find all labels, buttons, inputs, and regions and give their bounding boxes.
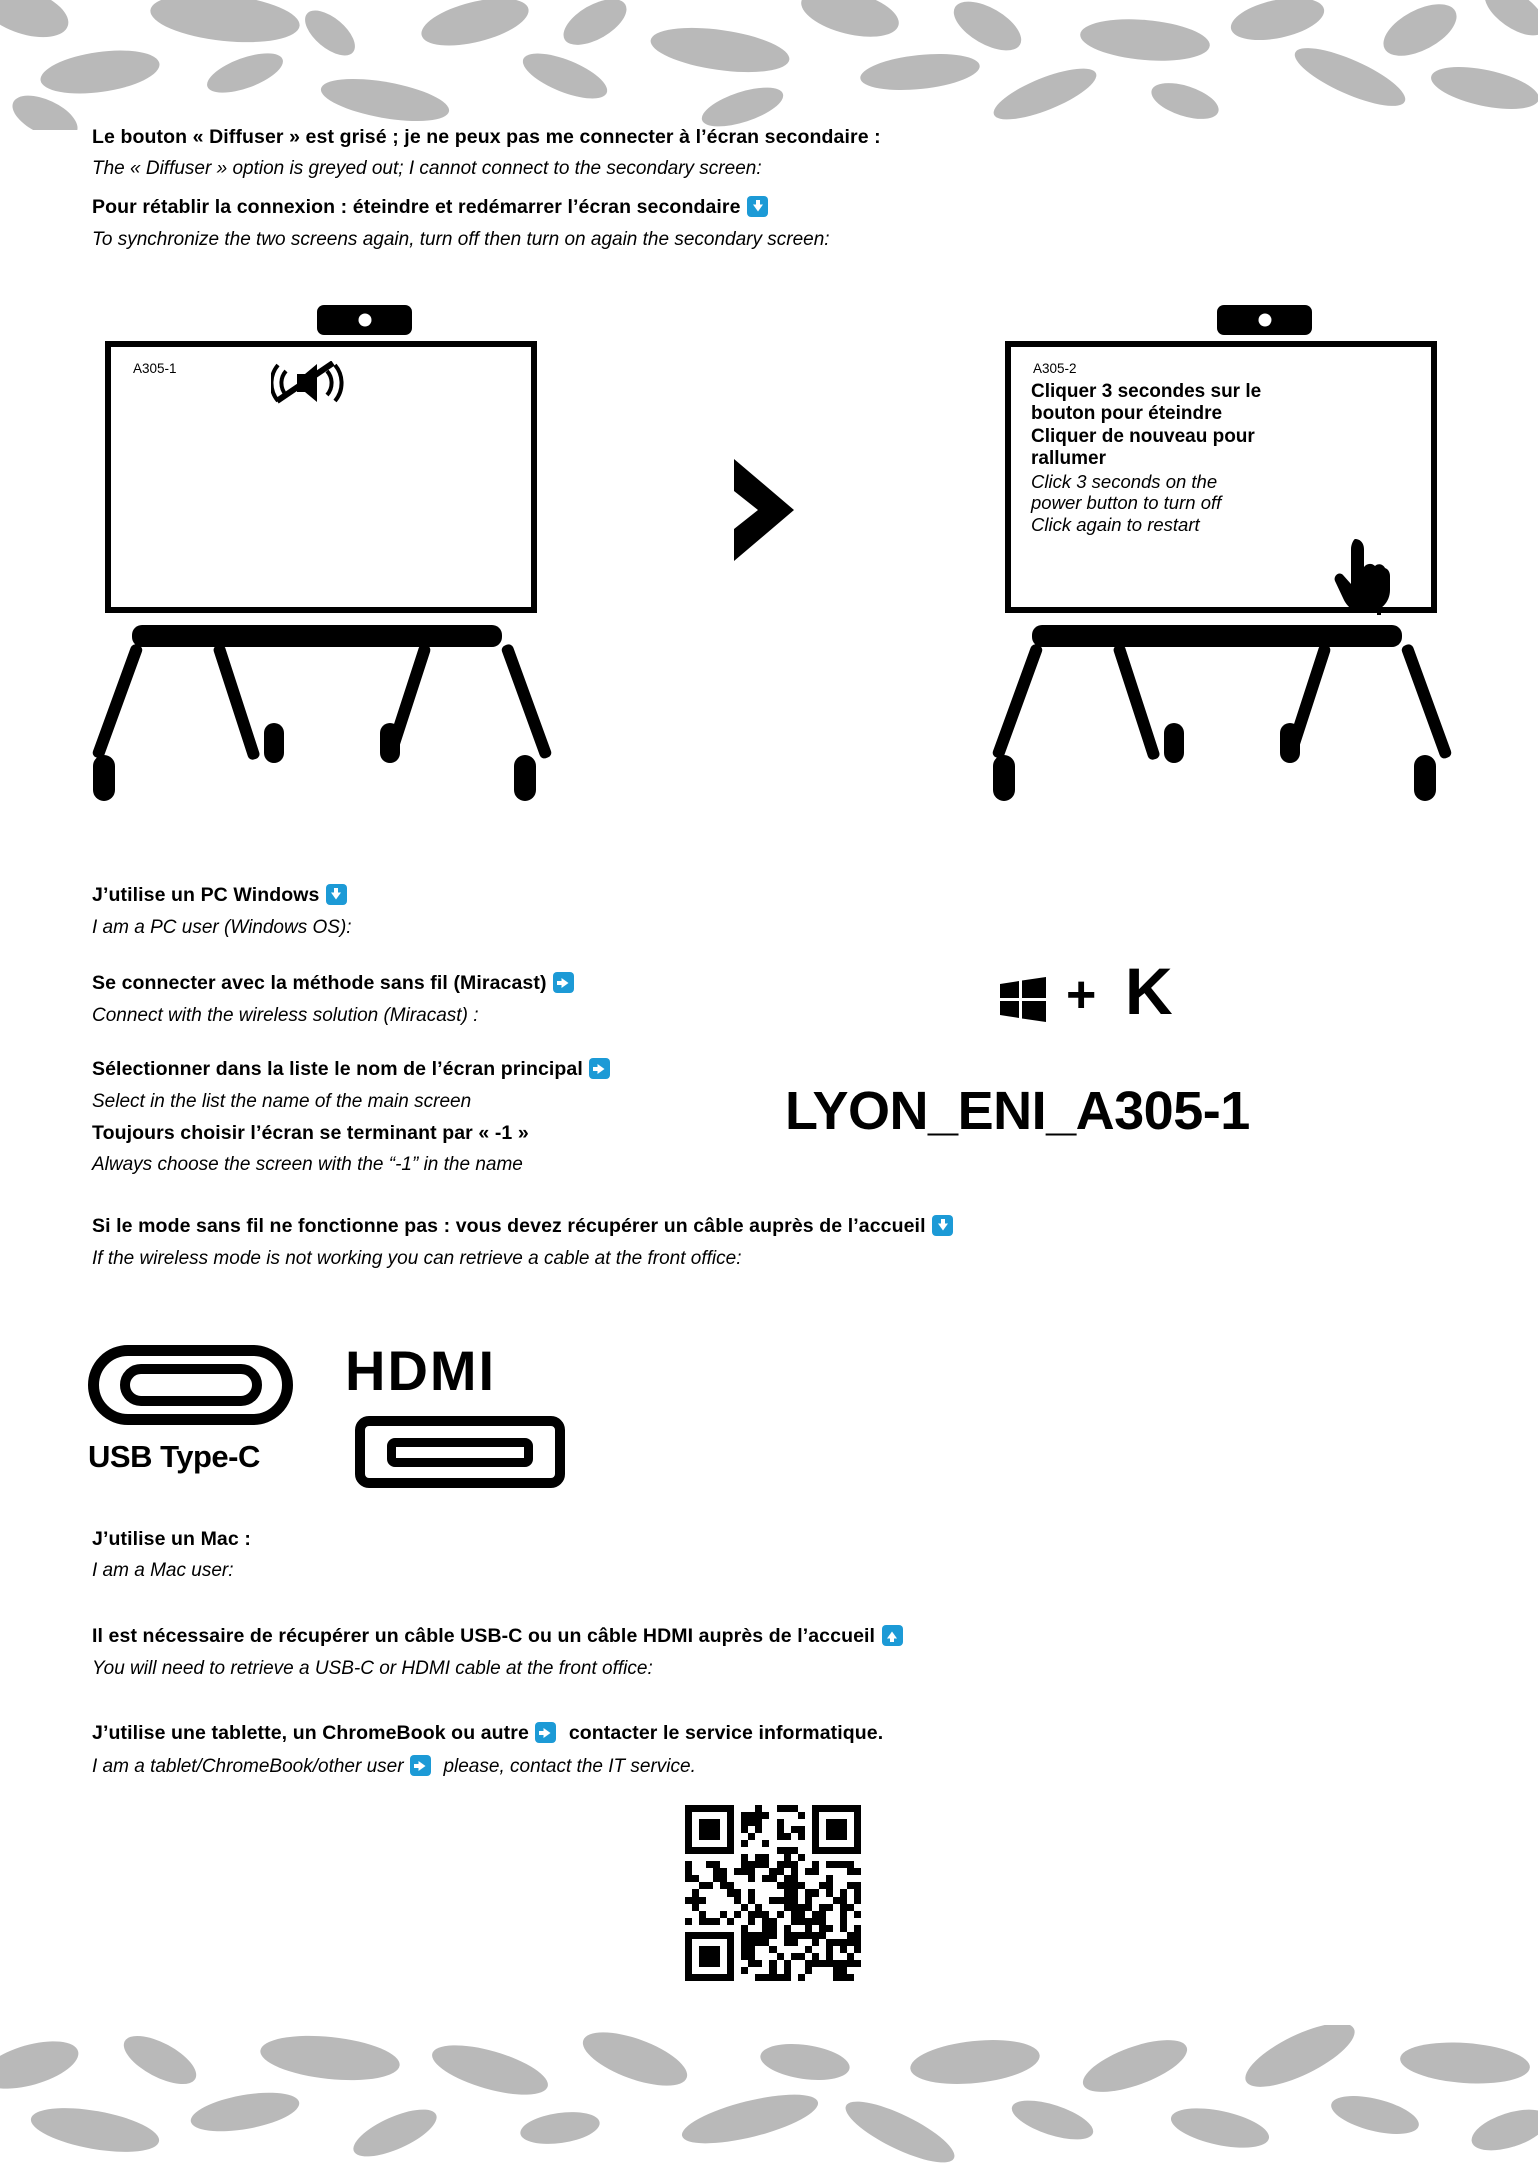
troubleshoot-fr-line-2-row [92,196,770,219]
mac-cable-en: You will need to retrieve a USB-C or HDMI cable at the front office: [92,1658,653,1679]
other-devices-fr-row [92,1722,883,1745]
primary-leg-1 [91,643,143,760]
cable-en: If the wireless mode is not working you can retrieve a cable at the front office: [92,1248,742,1269]
select-screen-fr: Sélectionner dans la liste le nom de l’écran principal [92,1058,583,1080]
mac-user-fr: J’utilise un Mac : [92,1528,251,1550]
primary-foot-4 [514,755,536,801]
secondary-leg-2 [1112,643,1160,761]
miracast-fr-row [92,972,576,995]
screen-illustration-secondary [990,305,1460,850]
primary-screen-panel [105,341,537,613]
miracast-en: Connect with the wireless solution (Miracast) : [92,1005,479,1026]
miracast-fr: Se connecter avec la méthode sans fil (Miracast) [92,972,547,994]
secondary-foot-2 [1164,723,1184,763]
always-choose-fr: Toujours choisir l’écran se terminant par « -1 » [92,1122,529,1144]
secondary-leg-1 [991,643,1043,760]
primary-foot-2 [264,723,284,763]
primary-leg-4 [500,643,552,760]
arrow-right-icon-1 [553,972,574,993]
select-screen-en: Select in the list the name of the main screen [92,1091,472,1112]
secondary-screen-label: A305-2 [1033,361,1077,376]
secondary-instruction-en-1: Click 3 seconds on the [1031,470,1218,492]
usb-type-c-logo [88,1345,308,1485]
secondary-screen-panel [1005,341,1437,613]
secondary-instruction-en-2: power button to turn off [1031,492,1222,514]
camera-icon [317,305,412,335]
windows-user-fr-row [92,884,349,907]
arrow-up-icon [882,1625,903,1646]
secondary-instruction-fr-4: rallumer [1031,448,1106,470]
qr-code[interactable] [685,1805,861,1981]
windows-shortcut-graphic [1000,954,1260,1045]
chevron-right-icon [720,455,810,565]
troubleshoot-en-line-1: The « Diffuser » option is greyed out; I cannot connect to the secondary screen: [92,158,762,179]
arrow-down-icon-2 [326,884,347,905]
mute-speaker-icon [271,361,357,405]
other-devices-en: I am a tablet/ChromeBook/other user [92,1756,404,1777]
secondary-foot-3 [1280,723,1300,763]
primary-foot-3 [380,723,400,763]
secondary-instruction-en-3: Click again to restart [1031,514,1200,536]
other-devices-fr-tail: contacter le service informatique. [568,1722,884,1744]
mac-cable-fr-row [92,1625,905,1648]
secondary-foot-4 [1414,755,1436,801]
secondary-screen-instructions [1031,381,1331,536]
secondary-instruction-fr-3: Cliquer de nouveau pour [1031,425,1255,447]
arrow-right-icon-4 [410,1755,431,1776]
windows-user-en: I am a PC user (Windows OS): [92,917,352,938]
other-devices-en-row [92,1755,696,1778]
other-devices-en-tail: please, contact the IT service. [443,1756,696,1777]
shortcut-key-k: K [1125,954,1173,1028]
main-screen-name: LYON_ENI_A305-1 [785,1081,1250,1141]
always-choose-en: Always choose the screen with the “-1” in the name [92,1154,523,1175]
windows-user-fr: J’utilise un PC Windows [92,884,320,906]
secondary-instruction-fr-1: Cliquer 3 secondes sur le [1031,381,1262,402]
secondary-screen-crossbar [1032,625,1402,647]
cable-fr-row [92,1215,955,1238]
arrow-right-icon-3 [535,1722,556,1743]
hdmi-label: HDMI [345,1339,497,1402]
arrow-down-icon-3 [932,1215,953,1236]
cable-fr: Si le mode sans fil ne fonctionne pas : vous devez récupérer un câble auprès de l’accueil [92,1215,926,1237]
secondary-foot-1 [993,755,1015,801]
troubleshoot-fr-line-1: Le bouton « Diffuser » est grisé ; je ne peux pas me connecter à l’écran secondaire : [92,126,881,148]
mac-cable-fr: Il est nécessaire de récupérer un câble USB-C ou un câble HDMI auprès de l’accueil [92,1625,876,1647]
arrow-down-icon [747,196,768,217]
usbc-label: USB Type-C [88,1439,260,1474]
select-screen-fr-row [92,1058,612,1081]
usbc-inner-shell-icon [120,1364,262,1406]
mac-user-en: I am a Mac user: [92,1560,234,1581]
secondary-instruction-fr-2: bouton pour éteindre [1031,403,1223,425]
primary-foot-1 [93,755,115,801]
primary-screen-label: A305-1 [133,361,177,376]
other-devices-fr: J’utilise une tablette, un ChromeBook ou autre [92,1722,529,1744]
arrow-right-icon-2 [589,1058,610,1079]
plus-sign: + [1066,966,1097,1024]
hdmi-port-inner-icon [387,1438,533,1467]
primary-leg-2 [212,643,260,761]
screen-illustration-primary [90,305,560,850]
camera-icon-secondary [1217,305,1312,335]
primary-screen-crossbar [132,625,502,647]
secondary-leg-4 [1400,643,1452,760]
hdmi-logo [345,1338,595,1498]
pointing-hand-icon [1333,537,1393,615]
windows-logo-icon [1000,977,1046,1023]
troubleshoot-fr-line-2: Pour rétablir la connexion : éteindre et redémarrer l’écran secondaire [92,196,741,218]
troubleshoot-en-line-2: To synchronize the two screens again, turn off then turn on again the secondary screen: [92,229,830,250]
